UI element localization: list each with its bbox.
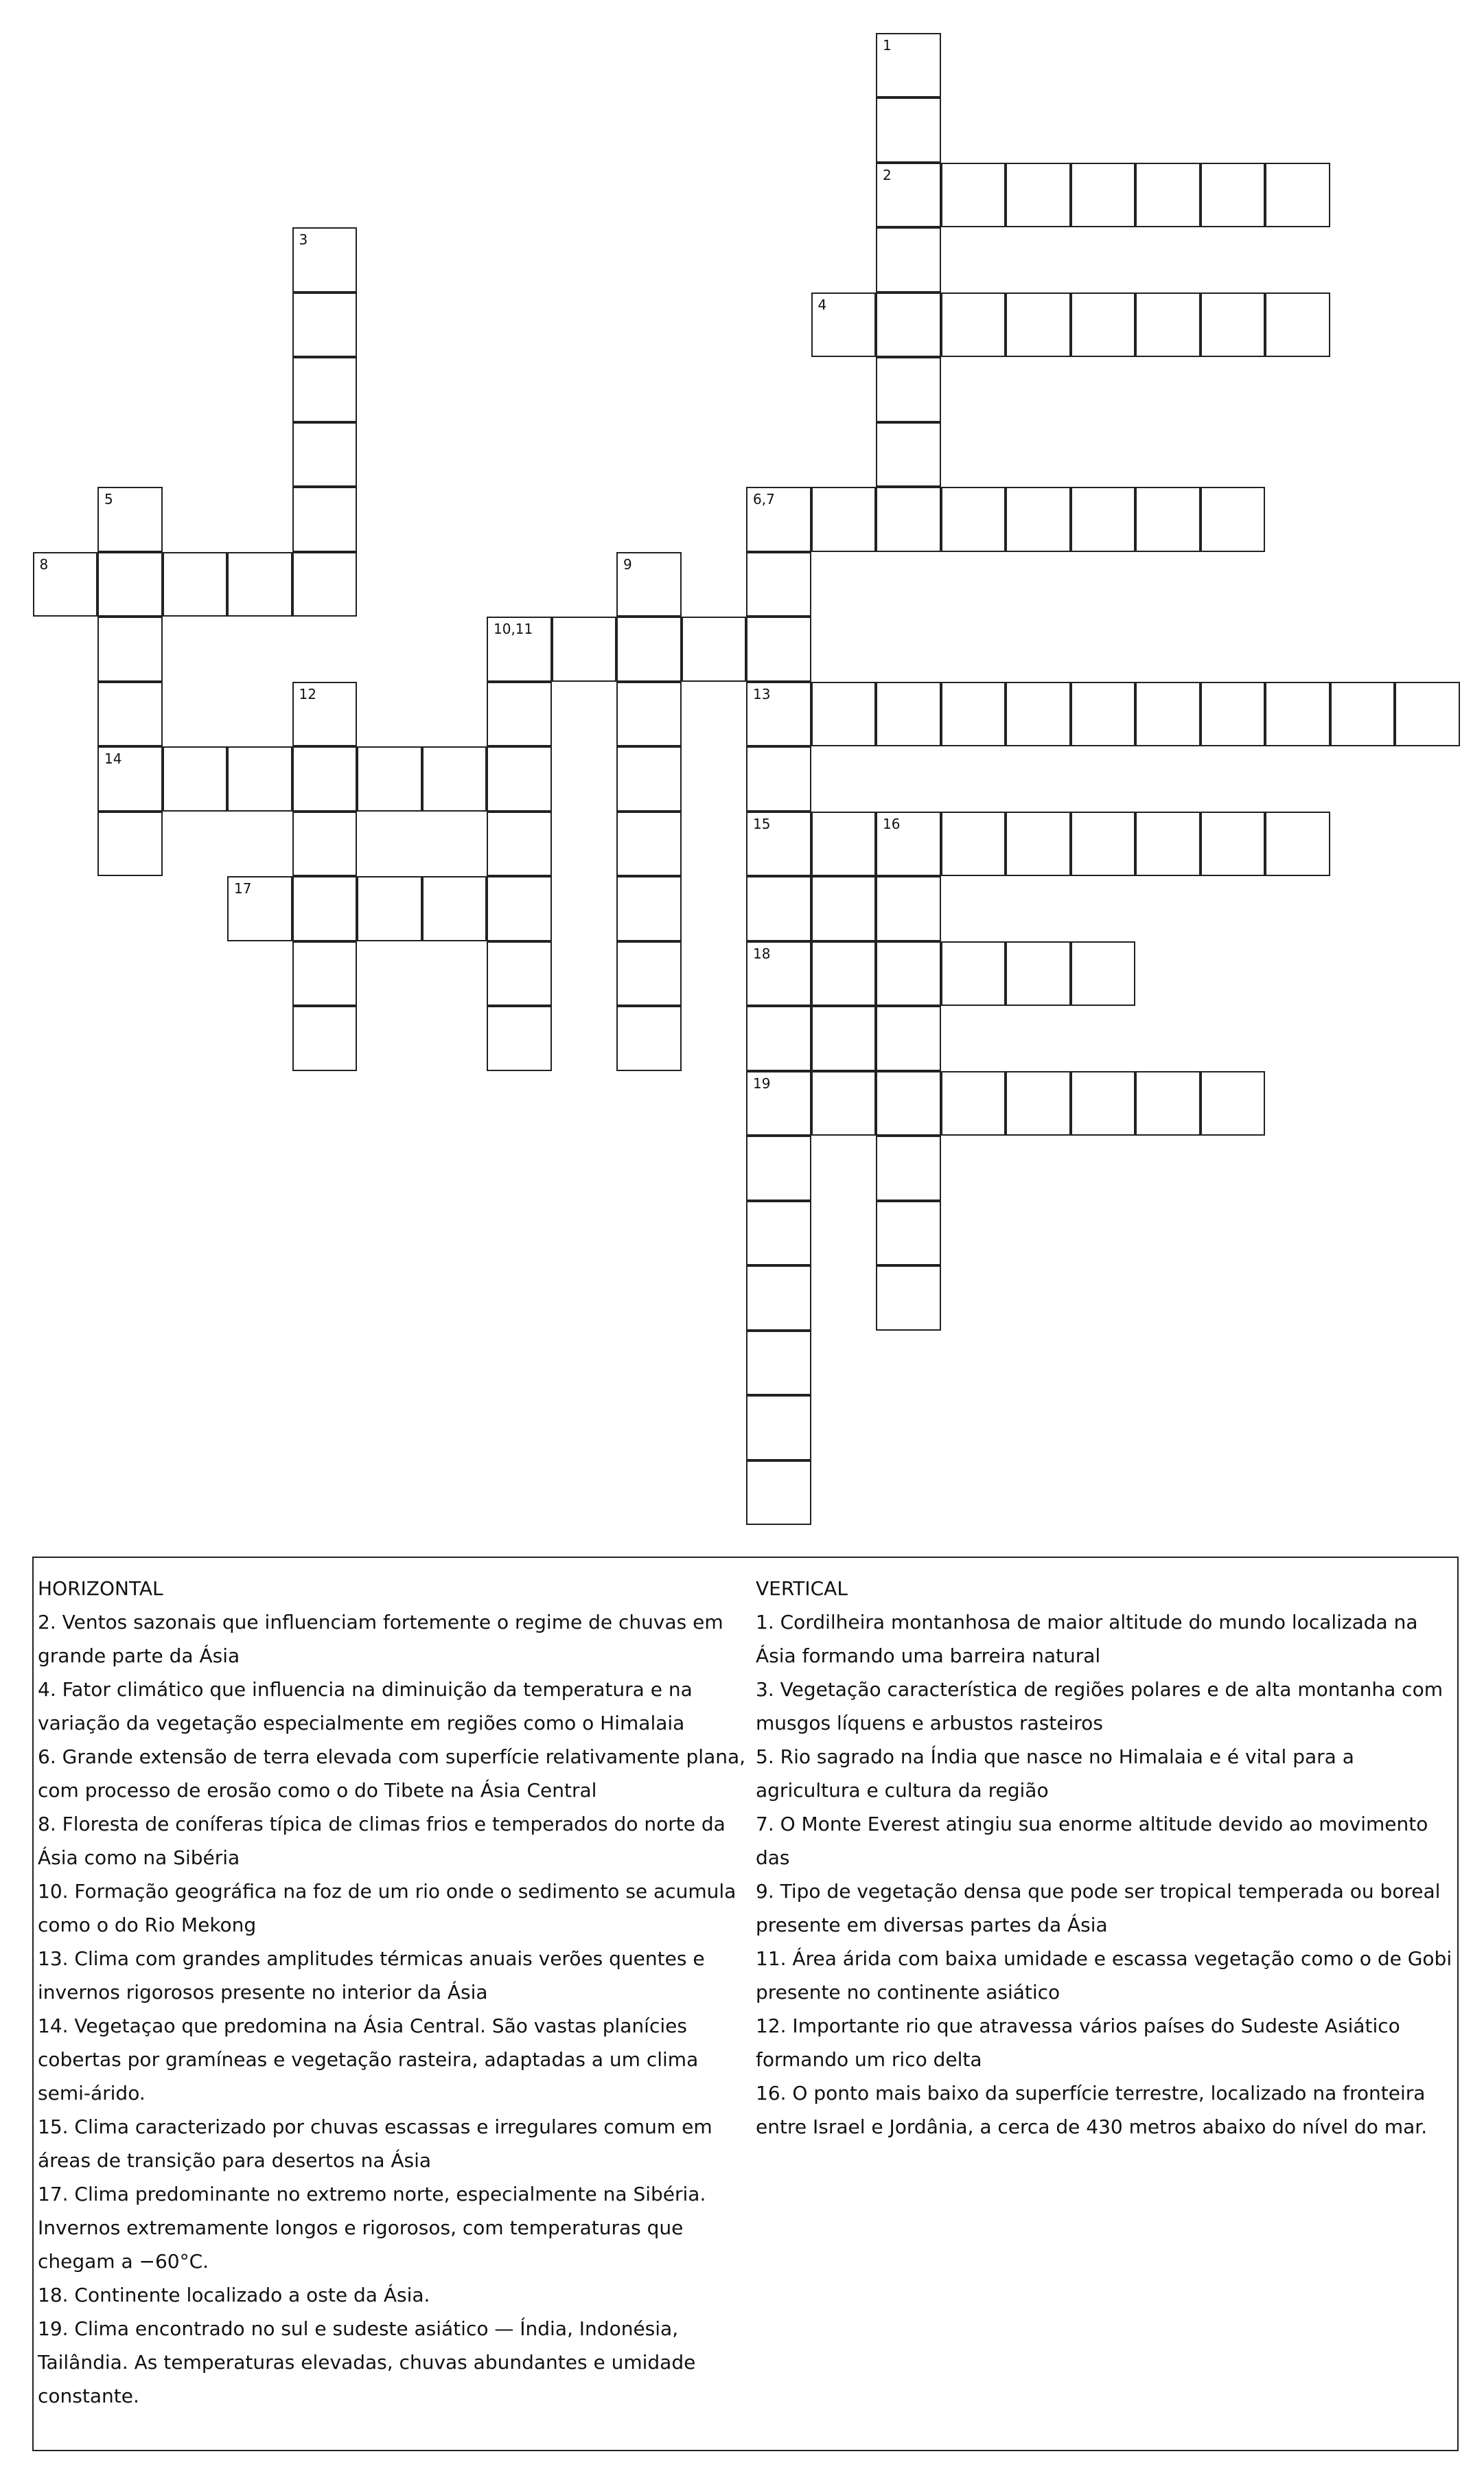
grid-cell[interactable] [1071, 682, 1136, 747]
grid-cell[interactable] [487, 876, 552, 941]
clue-item: 7. O Monte Everest atingiu sua enorme altitude devido ao movimento das [756, 1813, 1428, 1869]
grid-cell[interactable] [1135, 682, 1201, 747]
clue-item: 5. Rio sagrado na Índia que nasce no Himalaia e é vital para a agricultura e cultura da região [756, 1745, 1354, 1802]
grid-cell[interactable] [876, 97, 941, 163]
grid-cell[interactable] [616, 812, 682, 877]
clue-item: 16. O ponto mais baixo da superfície terrestre, localizado na fronteira entre Israel e Jordânia, a cerca de 430 metros abaixo do nível do mar. [756, 2082, 1428, 2138]
grid-cell[interactable] [941, 1071, 1006, 1136]
grid-cell[interactable] [163, 552, 228, 617]
grid-cell[interactable] [746, 1136, 811, 1201]
clues-box [32, 1557, 1459, 2451]
clue-item: 15. Clima caracterizado por chuvas escassas e irregulares comum em áreas de transição para desertos na Ásia [38, 2115, 712, 2172]
grid-cell[interactable] [811, 812, 877, 877]
clue-number: 4 [818, 296, 827, 313]
grid-cell[interactable] [876, 422, 941, 487]
grid-cell[interactable] [941, 487, 1006, 552]
grid-cell[interactable] [876, 876, 941, 941]
grid-cell[interactable] [1201, 1071, 1266, 1136]
grid-cell[interactable] [746, 812, 811, 877]
grid-cell[interactable] [811, 876, 877, 941]
vertical-clue-list [756, 1605, 1456, 2144]
grid-cell[interactable] [1135, 487, 1201, 552]
grid-cell[interactable] [811, 1071, 877, 1136]
grid-cell[interactable] [746, 1071, 811, 1136]
grid-cell[interactable] [97, 746, 163, 812]
grid-cell[interactable] [746, 1460, 811, 1526]
clue-item: 8. Floresta de coníferas típica de climas frios e temperados do norte da Ásia como na Sibéria [38, 1813, 726, 1869]
grid-cell[interactable] [1265, 682, 1330, 747]
grid-cell[interactable] [876, 1071, 941, 1136]
grid-cell[interactable] [97, 617, 163, 682]
grid-cell[interactable] [746, 682, 811, 747]
grid-cell[interactable] [811, 941, 877, 1007]
grid-cell[interactable] [487, 941, 552, 1007]
grid-cell[interactable] [292, 292, 358, 358]
grid-cell[interactable] [811, 1006, 877, 1071]
clue-item: 3. Vegetação característica de regiões polares e de alta montanha com musgos líquens e arbustos rasteiros [756, 1678, 1443, 1734]
clue-number: 5 [104, 491, 113, 507]
clue-item: 17. Clima predominante no extremo norte, especialmente na Sibéria. Invernos extremamente longos e rigorosos, com temperaturas que chegam a −60°C. [38, 2183, 706, 2273]
grid-cell[interactable] [876, 357, 941, 422]
grid-cell[interactable] [1071, 292, 1136, 358]
grid-cell[interactable] [746, 1265, 811, 1331]
grid-cell[interactable] [552, 617, 617, 682]
grid-cell[interactable] [746, 487, 811, 552]
grid-cell[interactable] [227, 552, 292, 617]
grid-cell[interactable] [97, 812, 163, 877]
grid-cell[interactable] [357, 876, 422, 941]
grid-cell[interactable] [682, 617, 747, 682]
grid-cell[interactable] [487, 1006, 552, 1071]
grid-cell[interactable] [227, 746, 292, 812]
horizontal-clue-list [38, 1605, 750, 2413]
grid-cell[interactable] [292, 1006, 358, 1071]
grid-cell[interactable] [1201, 163, 1266, 228]
grid-cell[interactable] [811, 487, 877, 552]
grid-cell[interactable] [487, 682, 552, 747]
grid-cell[interactable] [487, 812, 552, 877]
grid-cell[interactable] [487, 617, 552, 682]
horizontal-clues [38, 1572, 750, 2413]
grid-cell[interactable] [292, 227, 358, 292]
clue-number: 17 [234, 880, 252, 897]
grid-cell[interactable] [292, 876, 358, 941]
grid-cell[interactable] [1006, 487, 1071, 552]
grid-cell[interactable] [1006, 1071, 1071, 1136]
grid-cell[interactable] [1201, 487, 1266, 552]
clue-item: 6. Grande extensão de terra elevada com superfície relativamente plana, com processo de erosão como o do Tibete na Ásia Central [38, 1745, 746, 1802]
grid-cell[interactable] [876, 941, 941, 1007]
clue-number: 6,7 [753, 491, 775, 507]
grid-cell[interactable] [876, 1136, 941, 1201]
grid-cell[interactable] [811, 682, 877, 747]
grid-cell[interactable] [746, 746, 811, 812]
grid-cell[interactable] [292, 812, 358, 877]
grid-cell[interactable] [163, 746, 228, 812]
grid-cell[interactable] [746, 552, 811, 617]
grid-cell[interactable] [1201, 292, 1266, 358]
grid-cell[interactable] [1006, 163, 1071, 228]
grid-cell[interactable] [616, 876, 682, 941]
grid-cell[interactable] [1201, 812, 1266, 877]
grid-cell[interactable] [616, 617, 682, 682]
grid-cell[interactable] [422, 876, 487, 941]
grid-cell[interactable] [292, 552, 358, 617]
clue-number: 14 [104, 750, 122, 767]
clue-number: 9 [623, 555, 632, 573]
grid-cell[interactable] [1265, 292, 1330, 358]
clue-item: 18. Continente localizado a oste da Ásia. [38, 2284, 430, 2306]
clue-number: 12 [299, 685, 316, 702]
grid-cell[interactable] [746, 617, 811, 682]
grid-cell[interactable] [1135, 292, 1201, 358]
grid-cell[interactable] [876, 487, 941, 552]
grid-cell[interactable] [1071, 941, 1136, 1007]
grid-cell[interactable] [1135, 1071, 1201, 1136]
grid-cell[interactable] [876, 33, 941, 98]
grid-cell[interactable] [616, 941, 682, 1007]
grid-cell[interactable] [33, 552, 98, 617]
horizontal-heading: HORIZONTAL [38, 1577, 163, 1600]
grid-cell[interactable] [97, 487, 163, 552]
clue-item: 12. Importante rio que atravessa vários países do Sudeste Asiático formando um rico delta [756, 2015, 1400, 2071]
grid-cell[interactable] [941, 163, 1006, 228]
grid-cell[interactable] [292, 357, 358, 422]
grid-cell[interactable] [746, 1395, 811, 1460]
grid-cell[interactable] [97, 552, 163, 617]
grid-cell[interactable] [941, 941, 1006, 1007]
clue-number: 10,11 [494, 621, 533, 637]
clue-number: 19 [753, 1075, 771, 1092]
clue-item: 1. Cordilheira montanhosa de maior altitude do mundo localizada na Ásia formando uma barreira natural [756, 1611, 1418, 1667]
grid-cell[interactable] [97, 682, 163, 747]
clue-item: 14. Vegetaçao que predomina na Ásia Central. São vastas planícies cobertas por gramíneas e vegetação rasteira, adaptadas a um clima semi-árido. [38, 2015, 699, 2104]
grid-cell[interactable] [1071, 812, 1136, 877]
grid-cell[interactable] [876, 682, 941, 747]
clue-number: 18 [753, 945, 771, 962]
grid-cell[interactable] [1071, 163, 1136, 228]
vertical-heading: VERTICAL [756, 1577, 848, 1600]
grid-cell[interactable] [746, 1201, 811, 1266]
clue-number: 3 [299, 231, 308, 248]
clue-number: 15 [753, 815, 771, 832]
grid-cell[interactable] [876, 1201, 941, 1266]
grid-cell[interactable] [941, 292, 1006, 358]
clue-item: 11. Área árida com baixa umidade e escassa vegetação como o de Gobi presente no continente asiático [756, 1947, 1452, 2004]
clue-item: 19. Clima encontrado no sul e sudeste asiático — Índia, Indonésia, Tailândia. As temperaturas elevadas, chuvas abundantes e umidade constante. [38, 2317, 696, 2407]
grid-cell[interactable] [616, 1006, 682, 1071]
clue-item: 10. Formação geográfica na foz de um rio onde o sedimento se acumula como o do Rio Mekong [38, 1880, 737, 1936]
grid-cell[interactable] [876, 1265, 941, 1331]
grid-cell[interactable] [292, 487, 358, 552]
grid-cell[interactable] [746, 1006, 811, 1071]
clue-number: 1 [883, 36, 892, 54]
grid-cell[interactable] [1265, 812, 1330, 877]
clue-item: 4. Fator climático que influencia na diminuição da temperatura e na variação da vegetação especialmente em regiões como o Himalaia [38, 1678, 693, 1734]
grid-cell[interactable] [941, 812, 1006, 877]
grid-cell[interactable] [616, 552, 682, 617]
grid-cell[interactable] [292, 422, 358, 487]
grid-cell[interactable] [876, 1006, 941, 1071]
vertical-clues [756, 1572, 1456, 2144]
grid-cell[interactable] [1395, 682, 1460, 747]
grid-cell[interactable] [1071, 1071, 1136, 1136]
grid-cell[interactable] [1006, 682, 1071, 747]
clue-item: 2. Ventos sazonais que influenciam fortemente o regime de chuvas em grande parte da Ásia [38, 1611, 723, 1667]
grid-cell[interactable] [422, 746, 487, 812]
grid-cell[interactable] [746, 876, 811, 941]
grid-cell[interactable] [941, 682, 1006, 747]
grid-cell[interactable] [1135, 812, 1201, 877]
grid-cell[interactable] [292, 682, 358, 747]
clue-item: 9. Tipo de vegetação densa que pode ser tropical temperada ou boreal presente em diversas partes da Ásia [756, 1880, 1441, 1936]
grid-cell[interactable] [487, 746, 552, 812]
grid-cell[interactable] [1071, 487, 1136, 552]
grid-cell[interactable] [876, 227, 941, 292]
grid-cell[interactable] [357, 746, 422, 812]
grid-cell[interactable] [1135, 163, 1201, 228]
grid-cell[interactable] [1265, 163, 1330, 228]
clue-number: 8 [39, 555, 49, 573]
clue-number: 16 [883, 815, 901, 832]
grid-cell[interactable] [1330, 682, 1395, 747]
grid-cell[interactable] [1006, 292, 1071, 358]
grid-cell[interactable] [1201, 682, 1266, 747]
clue-number: 2 [883, 166, 892, 183]
grid-cell[interactable] [811, 292, 877, 358]
grid-cell[interactable] [1006, 812, 1071, 877]
grid-cell[interactable] [292, 746, 358, 812]
clue-number: 13 [753, 685, 771, 702]
grid-cell[interactable] [1006, 941, 1071, 1007]
clue-item: 13. Clima com grandes amplitudes térmicas anuais verões quentes e invernos rigorosos presente no interior da Ásia [38, 1947, 705, 2004]
grid-cell[interactable] [616, 682, 682, 747]
grid-cell[interactable] [292, 941, 358, 1007]
grid-cell[interactable] [876, 292, 941, 358]
grid-cell[interactable] [616, 746, 682, 812]
grid-cell[interactable] [746, 1331, 811, 1396]
grid-cell[interactable] [876, 812, 941, 877]
grid-cell[interactable] [876, 163, 941, 228]
grid-cell[interactable] [746, 941, 811, 1007]
grid-cell[interactable] [227, 876, 292, 941]
